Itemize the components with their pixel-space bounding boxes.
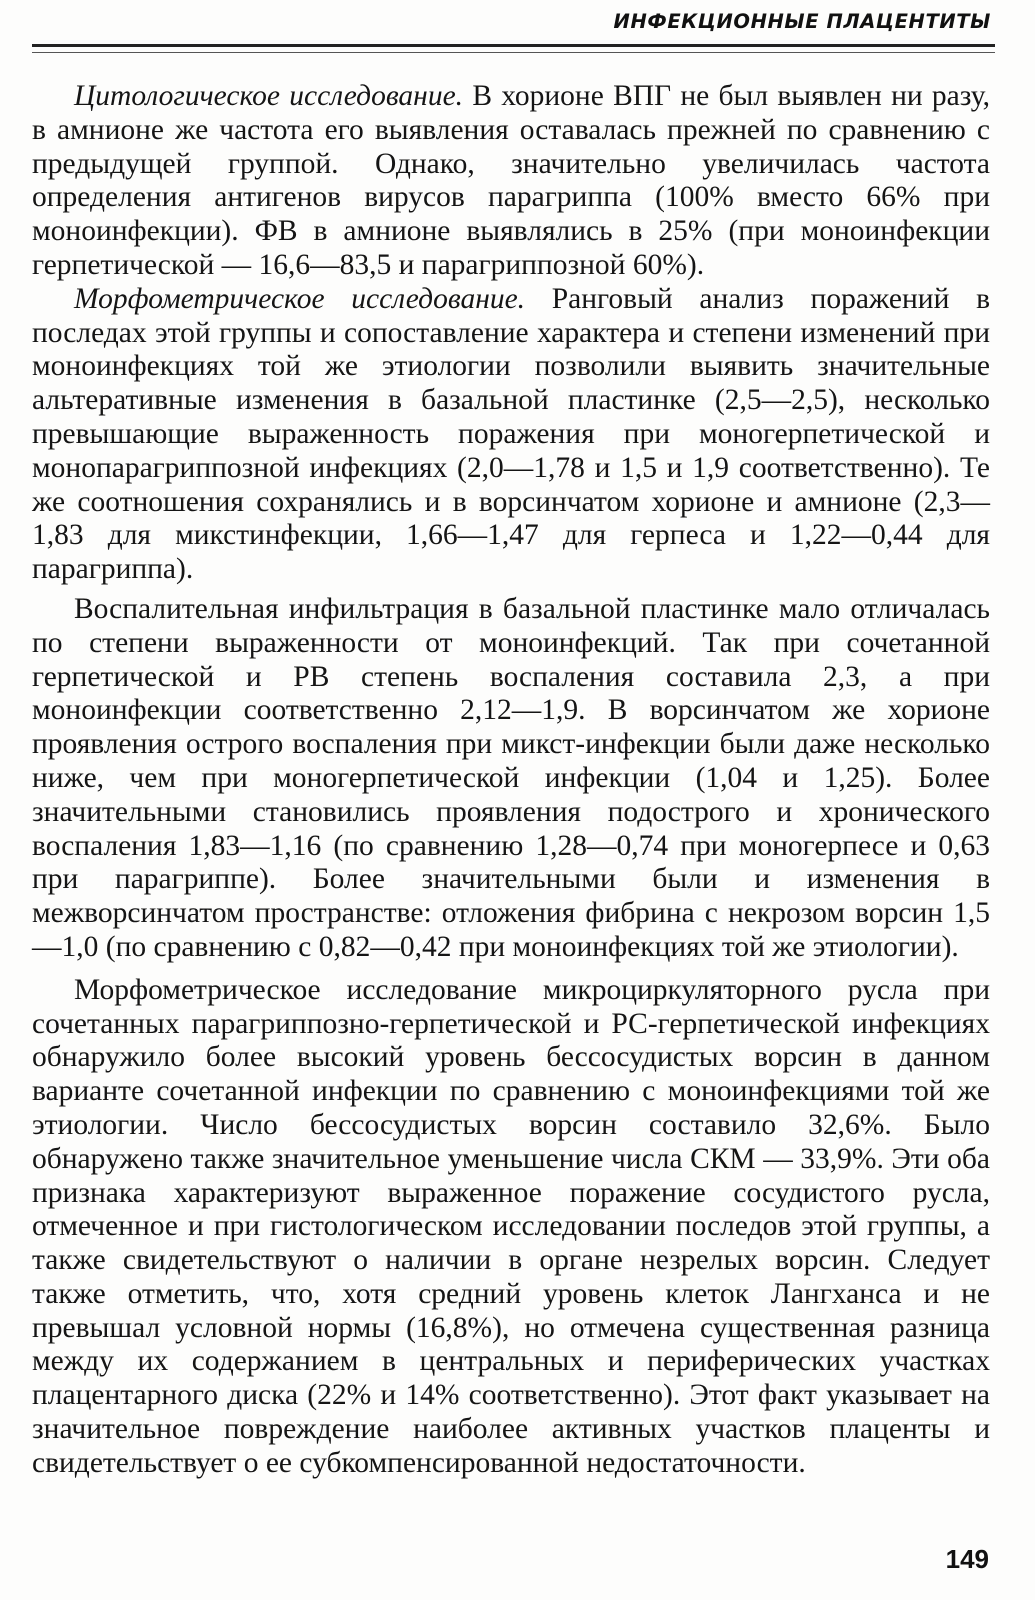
header-rule-thick [32,44,995,47]
paragraph-text: В хорионе ВПГ не был выявлен ни разу, в амнионе же частота его выявления оставалась прежней по сравнению с предыдущей группой. Однако, значительно увеличилась частота определения антигенов вирусов парагриппа (100% вместо 66% при моноинфекции). ФВ в амнионе выявлялись в 25% (при моноинфекции герпетической — 16,6—83,5 и парагриппозной 60%). [32,80,990,281]
paragraph-morphometry [32,283,990,587]
paragraph-inflammation [32,593,990,965]
running-header: ИНФЕКЦИОННЫЕ ПЛАЦЕНТИТЫ [613,10,991,33]
header-rule-thin [32,52,995,53]
paragraph-text: Воспалительная инфильтрация в базальной пластинке мало отличалась по степени выраженности от моноинфекций. Так при сочетанной герпетической и РВ степень воспаления составила 2,3, а при моноинфекции соответственно 2,12—1,9. В ворсинчатом же хорионе проявления острого воспаления при микст-инфекции были даже несколько ниже, чем при моногерпетической инфекции (1,04 и 1,25). Более значительными становились проявления подострого и хронического воспаления 1,83—1,16 (по сравнению 1,28—0,74 при моногерпесе и 0,63 при парагриппе). Более значительными были и изменения в межворсинчатом пространстве: отложения фибрина с некрозом ворсин 1,5—1,0 (по сравнению с 0,82—0,42 при моноинфекциях той же этиологии). [32,592,990,963]
paragraph-cytology [32,80,990,283]
runin-heading: Морфометрическое исследование. [74,282,526,315]
page-number: 149 [945,1544,989,1574]
paragraph-text: Морфометрическое исследование микроциркуляторного русла при сочетанных парагриппозно-герпетической и РС-герпетической инфекциях обнаружило более высокий уровень бессосудистых ворсин в данном варианте сочетанной инфекции по сравнению с моноинфекциями той же этиологии. Число бессосудистых ворсин составило 32,6%. Было обнаружено также значительное уменьшение числа СКМ — 33,9%. Эти оба признака характеризуют выраженное поражение сосудистого русла, отмеченное и при гистологическом исследовании последов этой группы, а также свидетельствуют о наличии в органе незрелых ворсин. Следует также отметить, что, хотя средний уровень клеток Лангханса и не превышал условной нормы (16,8%), но отмечена существенная разница между их содержанием в центральных и периферических участках плацентарного диска (22% и 14% соответственно). Этот факт указывает на значительное повреждение наиболее активных участков плаценты и свидетельствует о ее субкомпенсированной недостаточности. [32,973,990,1479]
paragraph-microcirculation [32,974,990,1481]
body-text [32,80,990,1481]
paragraph-text: Ранговый анализ поражений в последах этой группы и сопоставление характера и степени изменений при моноинфекциях той же этиологии позволили выявить значительные альтеративные изменения в базальной пластинке (2,5—2,5), несколько превышающие выраженность поражения при моногерпетической и монопарагриппозной инфекциях (2,0—1,78 и 1,5 и 1,9 соответственно). Те же соотношения сохранялись и в ворсинчатом хорионе и амнионе (2,3—1,83 для микстинфекции, 1,66—1,47 для герпеса и 1,22—0,44 для парагриппа). [32,282,991,586]
runin-heading: Цитологическое исследование. [74,80,464,112]
